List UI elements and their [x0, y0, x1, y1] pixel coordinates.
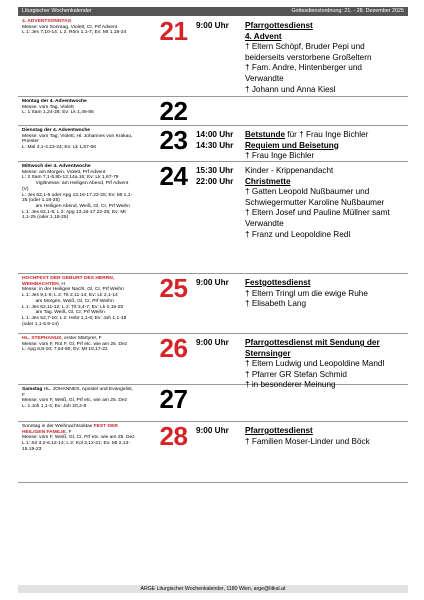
feast-title: HL. STEPHANUS: [22, 336, 62, 341]
day-number: 27: [159, 384, 188, 414]
day-number: 24: [159, 161, 188, 191]
feast-title: WEIHNACHTEN: [22, 281, 59, 287]
service-entry: [191, 426, 408, 447]
service-time: 15:30 Uhr: [196, 166, 234, 175]
service-line: [245, 177, 408, 188]
service-description: [245, 278, 408, 310]
service-entry: [191, 177, 408, 241]
feast-title: HEILIGEN FAMILIE: [22, 429, 66, 435]
service-title: Christmette: [245, 176, 291, 186]
service-title: 4. Advent: [245, 31, 282, 41]
services: [191, 126, 408, 161]
service-line: † Elisabeth Lang: [245, 299, 306, 309]
liturgy-line: 1,1-25 (oder 1,18-25): [22, 215, 69, 221]
service-intention: für † Frau Inge Bichler: [285, 130, 369, 139]
services: [191, 97, 408, 125]
service-time: 14:00 Uhr: [196, 130, 234, 139]
liturgy-line: Messe: in der Heiligen Nacht, Gl, Cr, Prf Weihn: [22, 287, 124, 293]
service-line: [245, 130, 408, 141]
liturgy-line: L 1: Jes 62,11-12; L 2: Tit 3,4-7; Ev: Lk 2,15-20: [22, 304, 124, 310]
liturgy-line: L: Mal 3,1-4.23-24; Ev: Lk 1,57-66: [22, 145, 96, 151]
service-entry: [191, 278, 408, 310]
service-line: Verwandte: [245, 73, 284, 83]
header-left: Liturgischer Wochenkalender: [22, 8, 92, 14]
service-line: [245, 141, 408, 152]
liturgy-line: am Tag, Weiß, Gl, Cr, Prf Weihn: [22, 310, 105, 316]
liturgy-info: [18, 422, 156, 482]
day-row: [18, 385, 408, 422]
liturgy-line: 15.19-23: [22, 446, 42, 452]
services: [191, 17, 408, 96]
liturgy-text: Sonntag in der Weihnachtsoktav: [22, 424, 94, 429]
feast-rank: , F: [65, 429, 72, 435]
service-description: [245, 166, 408, 177]
day-row: [18, 126, 408, 162]
liturgy-line: 25 (oder 1,18-25): [22, 198, 60, 204]
services: [191, 162, 408, 273]
service-line: † Gatten Leopold Nußbaumer und: [245, 187, 370, 197]
day-row: [18, 422, 408, 483]
feast-title: HOCHFEST DER GEBURT DES HERRN,: [22, 276, 115, 281]
service-line: † Johann und Anna Kiesl: [245, 84, 336, 94]
service-time: 22:00 Uhr: [196, 176, 234, 186]
service-description: [245, 177, 408, 241]
service-title: Betstunde: [245, 130, 286, 139]
feast-name: HL. JOHANNES, Apostel und Evangelist,: [42, 387, 133, 392]
services: [191, 422, 408, 482]
service-line: Kinder - Krippenandacht: [245, 166, 334, 175]
service-time: 14:30 Uhr: [196, 140, 234, 150]
service-line: † Pfarrer GR Stefan Schmid: [245, 369, 347, 379]
liturgy-line: am Heiligen Abend, Weiß, Gl, Cr, Prf Weihn: [22, 203, 130, 209]
service-line: Schwiegermutter Karoline Nußbaumer: [245, 197, 385, 207]
service-description: [245, 130, 408, 141]
service-title: Pfarrgottesdienst: [245, 426, 313, 435]
liturgy-info: [18, 274, 156, 333]
service-line: [245, 32, 408, 43]
liturgy-info: [18, 334, 156, 384]
day-number: 21: [159, 16, 188, 46]
service-line: [245, 349, 408, 360]
service-description: [245, 141, 408, 162]
liturgy-info: [18, 17, 156, 96]
day-row: [18, 274, 408, 334]
service-title: Pfarrgottesdienst: [245, 21, 313, 30]
liturgy-line: Priester: [22, 139, 39, 145]
service-line: † Franz und Leopoldine Redl: [245, 229, 351, 239]
service-title: Pfarrgottesdienst mit Sendung der: [245, 338, 380, 347]
service-line: [245, 278, 408, 289]
liturgy-line: Messe: vom F, Weiß, Gl, Prf etc. wie am 25. Dez: [22, 398, 128, 404]
footer: ARGE Liturgischer Wochenkalender, 1180 Wien, arge@litkal.at: [18, 585, 408, 593]
service-line: † Fam. Andre, Hintenberger und: [245, 63, 362, 73]
day-number: 23: [159, 125, 188, 155]
service-line: † Frau Inge Bichler: [245, 151, 315, 161]
liturgy-info: [18, 97, 156, 125]
liturgy-line: Messe: vom Tag, Violett: [22, 104, 74, 110]
services: [191, 334, 408, 390]
weekday-title: Dienstag der 4. Adventwoche: [22, 128, 91, 133]
service-line: [245, 338, 408, 349]
service-time: 9:00 Uhr: [196, 426, 229, 435]
liturgy-line: (oder 1,1-5.9-14): [22, 321, 59, 327]
service-description: [245, 426, 408, 447]
service-entry: [191, 141, 408, 162]
day-number: 28: [159, 421, 188, 451]
feast-rank: , H: [58, 281, 65, 287]
liturgy-line: Messe: vom Tag, Violett, Hl. Johannes von Krakau,: [22, 133, 133, 139]
day-row: [18, 97, 408, 126]
feast-rank: , erster Märtyrer, F: [61, 336, 102, 341]
liturgy-line: L 1: Jes 7,10-14; L 2: Röm 1,1-7; Ev: Mt 1,18-24: [22, 30, 127, 36]
service-line: beiderseits verstorbene Großeltern: [245, 52, 372, 62]
liturgy-line: am Morgen, Weiß, Gl, Cr, Prf Weihn: [22, 298, 114, 304]
service-description: [245, 21, 408, 95]
liturgy-line: F: [22, 392, 25, 398]
feast-title: FEST DER: [93, 424, 118, 429]
day-number: 25: [159, 273, 188, 303]
liturgy-info: [18, 162, 156, 273]
liturgy-line: Vigilmesse: am Heiligen Abend, Prf Advent: [22, 181, 129, 187]
liturgy-line: L 1: Sir 3,2-6.12-14; L 2: Kol 3,12-21; Ev: Mt 2,13-: [22, 441, 130, 447]
service-entry: [191, 338, 408, 391]
service-title: Sternsinger: [245, 348, 291, 358]
service-time: 9:00 Uhr: [196, 21, 229, 30]
weekday-title: Samstag: [22, 387, 43, 392]
service-time: 9:00 Uhr: [196, 338, 229, 347]
services: [191, 274, 408, 333]
liturgy-line: L 1: Jes 9,1-6; L 2: Tit 2,11-14; Ev: Lk 2,1-14: [22, 293, 118, 299]
calendar-days: [18, 17, 408, 483]
service-line: † in besonderer Meinung: [245, 380, 336, 390]
service-title: Requiem und Beisetung: [245, 140, 339, 150]
day-row: [18, 17, 408, 97]
liturgy-line: Messe: vom F, Weiß, Gl, Cr, Prf etc. wie am 25. Dez: [22, 435, 135, 441]
liturgy-line: L 1: Jes 52,7-10; L 2: Hebr 1,1-6; Ev: Joh 1,1-18: [22, 315, 127, 321]
liturgy-line: L: Jes 62,1-5 oder Apg 13,16-17.22-25; Ev: Mt 1,1-: [22, 192, 133, 198]
service-line: [245, 21, 408, 32]
liturgy-info: [18, 385, 156, 421]
liturgy-line: L: 1 Joh 1,1-4; Ev: Joh 20,2-8: [22, 404, 87, 410]
day-row: [18, 162, 408, 274]
service-line: [245, 426, 408, 437]
liturgy-line: L 1: Jes 62,1-5; L 2: Apg 13,16-17.22-25; Ev: Mt: [22, 209, 126, 215]
service-entry: [191, 21, 408, 95]
service-line: Verwandte: [245, 218, 284, 228]
feast-title: 4. ADVENTSONNTAG: [22, 19, 72, 24]
service-time: 9:00 Uhr: [196, 278, 229, 287]
liturgy-line: (V): [22, 186, 29, 192]
service-entry: [191, 130, 408, 141]
day-number: 26: [159, 333, 188, 363]
service-line: † Eltern Schöpf, Bruder Pepi und: [245, 42, 365, 52]
service-line: † Eltern Ludwig und Leopoldine Mandl: [245, 359, 385, 369]
weekday-title: Montag der 4. Adventwoche: [22, 99, 87, 104]
liturgy-line: Messe: vom Sonntag, Violett, Cr, Prf Advent: [22, 24, 118, 30]
service-entry: [191, 166, 408, 177]
liturgy-line: Messe: vom F, Rot F, Gl, Prf etc. wie am 25. Dez: [22, 341, 128, 347]
service-line: † Eltern Josef und Pauline Müllner samt: [245, 208, 390, 218]
header-bar: [18, 7, 408, 16]
header-right: Gottesdienstordnung: 21. - 28. Dezember 2025: [291, 8, 404, 14]
weekday-title: Mittwoch der 4. Adventwoche: [22, 164, 91, 169]
services: [191, 385, 408, 421]
liturgy-line: Messe: am Morgen, Violett, Prf Advent: [22, 169, 106, 175]
liturgy-info: [18, 126, 156, 161]
day-number: 22: [159, 96, 188, 126]
liturgy-line: L: Apg 6,8-10; 7,54-60; Ev: Mt 10,17-22: [22, 347, 108, 353]
service-line: † Familien Moser-Linder und Böck: [245, 436, 370, 446]
liturgy-line: L: 2 Sam 7,1-5.8b-12.14a.16; Ev: Lk 1,67-79: [22, 175, 119, 181]
service-line: † Eltern Tringl um die ewige Ruhe: [245, 288, 368, 298]
service-title: Festgottesdienst: [245, 278, 311, 287]
service-description: [245, 338, 408, 391]
liturgy-line: L: 1 Sam 1,24-28; Ev: Lk 1,46-56: [22, 110, 94, 116]
